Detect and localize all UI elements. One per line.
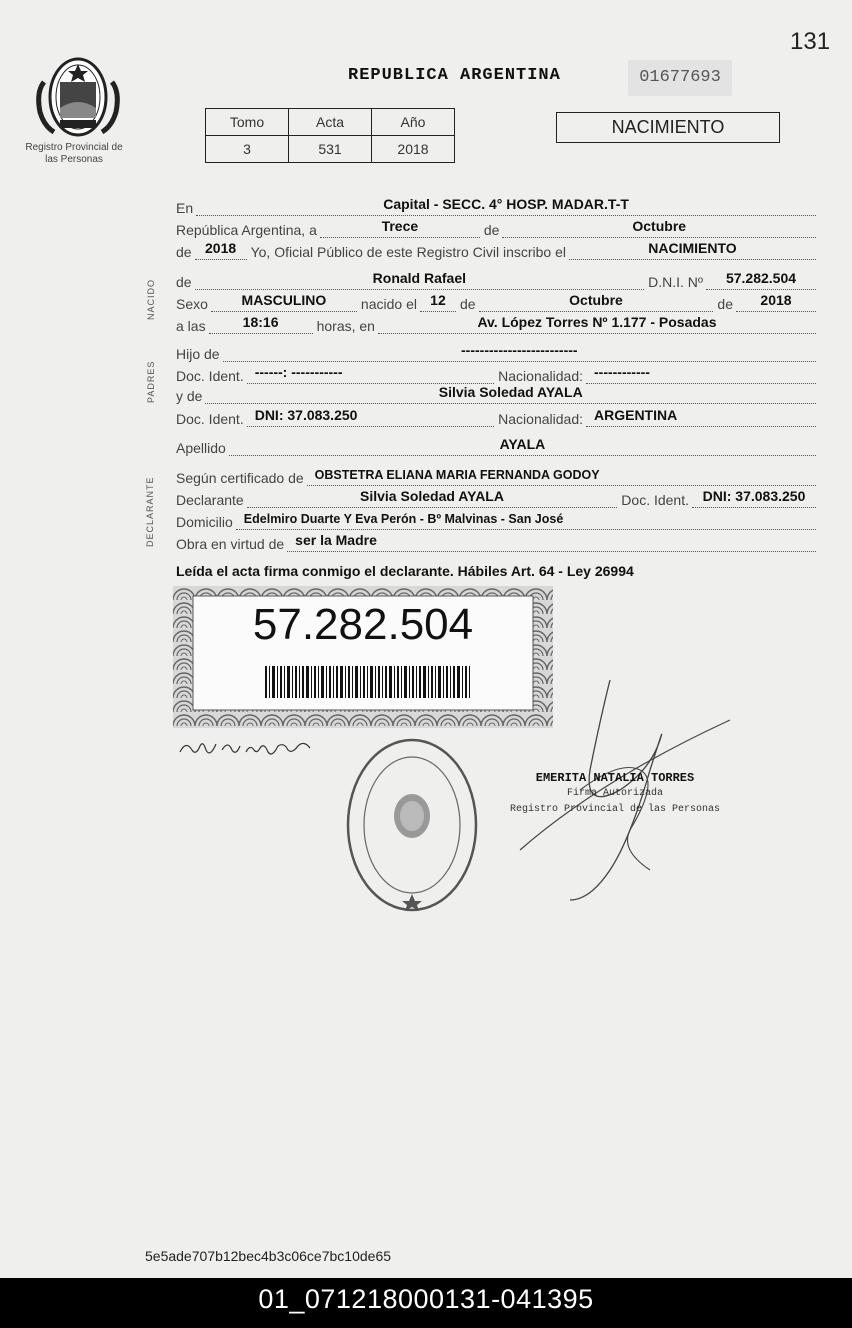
table-header-tomo: Tomo [206, 109, 289, 136]
side-label-declarante: DECLARANTE [145, 476, 155, 547]
table-header-anio: Año [372, 109, 455, 136]
value-domicilio: Edelmiro Duarte Y Eva Perón - Bº Malvinas - San José [243, 512, 564, 526]
label-de-nombre: de [176, 274, 192, 290]
label-a-las: a las [176, 318, 206, 334]
value-nac-dia: 12 [430, 292, 446, 308]
label-nacido-el: nacido el [360, 296, 417, 312]
official-seal [344, 736, 480, 914]
signatory-name: EMERITA NATALIA TORRES [535, 771, 695, 785]
document-hash: 5e5ade707b12bec4b3c06ce7bc10de65 [145, 1248, 392, 1264]
value-dia: Trece [381, 218, 419, 234]
row-fecha [176, 218, 816, 238]
label-republica: República Argentina, a [176, 222, 317, 238]
table-value-acta: 531 [289, 136, 372, 163]
signatory-office: Registro Provincial de las Personas [509, 804, 721, 815]
value-mes: Octubre [632, 218, 687, 234]
value-lugar-nacimiento: Av. López Torres Nº 1.177 - Posadas [477, 314, 717, 330]
value-nombre: Ronald Rafael [372, 270, 467, 286]
document-title: REPUBLICA ARGENTINA [348, 66, 561, 85]
row-madre-doc [176, 407, 816, 427]
footer-code: 01_071218000131-041395 [0, 1278, 852, 1328]
value-hora: 18:16 [242, 314, 279, 330]
label-apellido: Apellido [176, 440, 226, 456]
stamp-dni-number: 57.282.504 [252, 600, 474, 649]
signatory-role: Firma Autorizada [566, 788, 663, 799]
table-value-tomo: 3 [206, 136, 289, 163]
row-nombre [176, 270, 816, 290]
value-nac-anio: 2018 [760, 292, 792, 308]
barcode [265, 666, 470, 698]
value-lugar: Capital - SECC. 4° HOSP. MADAR.T-T [383, 196, 629, 212]
row-lugar [176, 196, 816, 216]
row-inscripcion [176, 240, 816, 260]
side-label-padres: PADRES [146, 360, 156, 403]
row-certificado [176, 466, 816, 486]
label-horas-en: horas, en [316, 318, 375, 334]
page-number: 131 [790, 28, 831, 55]
label-de-anio-nac: de [717, 296, 733, 312]
value-apellido: AYALA [499, 436, 546, 452]
table-header-acta: Acta [289, 109, 372, 136]
label-yo-oficial: Yo, Oficial Público de este Registro Civil inscribo el [250, 244, 566, 260]
label-de-mes: de [459, 296, 476, 312]
row-declarante [176, 488, 816, 508]
closing-statement: Leída el acta firma conmigo el declarante. Hábiles Art. 64 - Ley 26994 [176, 563, 634, 579]
row-hora [176, 314, 816, 334]
label-nacionalidad-padre: Nacionalidad: [498, 368, 583, 384]
side-label-nacido: NACIDO [146, 278, 156, 320]
row-obra [176, 532, 816, 552]
value-declarante-doc: DNI: 37.083.250 [702, 488, 806, 504]
label-dni: D.N.I. Nº [648, 274, 703, 290]
label-hijo-de: Hijo de [176, 346, 220, 362]
registry-table [205, 108, 455, 163]
provincial-coat-of-arms-logo [30, 52, 126, 142]
label-obra: Obra en virtud de [176, 536, 285, 552]
label-doc-ident-padre: Doc. Ident. [176, 368, 244, 384]
value-sexo: MASCULINO [241, 292, 327, 308]
row-madre [176, 384, 816, 404]
label-doc-ident-madre: Doc. Ident. [176, 411, 244, 427]
table-value-anio: 2018 [372, 136, 455, 163]
label-de: de [483, 222, 500, 238]
signatory-block [480, 770, 750, 818]
value-tipo: NACIMIENTO [648, 240, 737, 256]
label-doc-ident-declarante: Doc. Ident. [621, 492, 689, 508]
value-anio: 2018 [205, 240, 237, 256]
label-y-de: y de [176, 388, 203, 404]
label-en: En [176, 200, 194, 216]
row-sexo [176, 292, 816, 312]
label-de-anio: de [176, 244, 192, 260]
label-segun: Según certificado de [176, 470, 304, 486]
label-sexo: Sexo [176, 296, 208, 312]
value-padre-doc: ------: ----------- [254, 364, 343, 380]
row-padre-doc [176, 364, 816, 384]
row-domicilio [176, 510, 816, 530]
row-apellido [176, 436, 816, 456]
value-madre: Silvia Soledad AYALA [438, 384, 583, 400]
value-padre-nac: ------------ [594, 364, 650, 380]
value-madre-nac: ARGENTINA [594, 407, 678, 423]
document-type-box: NACIMIENTO [556, 112, 780, 143]
serial-number: 01677693 [628, 60, 732, 96]
declarant-signature [176, 734, 336, 764]
label-nacionalidad-madre: Nacionalidad: [498, 411, 583, 427]
label-declarante: Declarante [176, 492, 244, 508]
value-madre-doc: DNI: 37.083.250 [254, 407, 358, 423]
value-declarante: Silvia Soledad AYALA [360, 488, 504, 504]
row-padre [176, 342, 816, 362]
value-obra: ser la Madre [295, 532, 377, 548]
value-dni: 57.282.504 [725, 270, 797, 286]
logo-caption: Registro Provincial de las Personas [25, 142, 123, 165]
value-certificado: OBSTETRA ELIANA MARIA FERNANDA GODOY [314, 468, 600, 482]
value-padre: ------------------------- [461, 342, 578, 358]
label-domicilio: Domicilio [176, 514, 233, 530]
value-nac-mes: Octubre [569, 292, 623, 308]
